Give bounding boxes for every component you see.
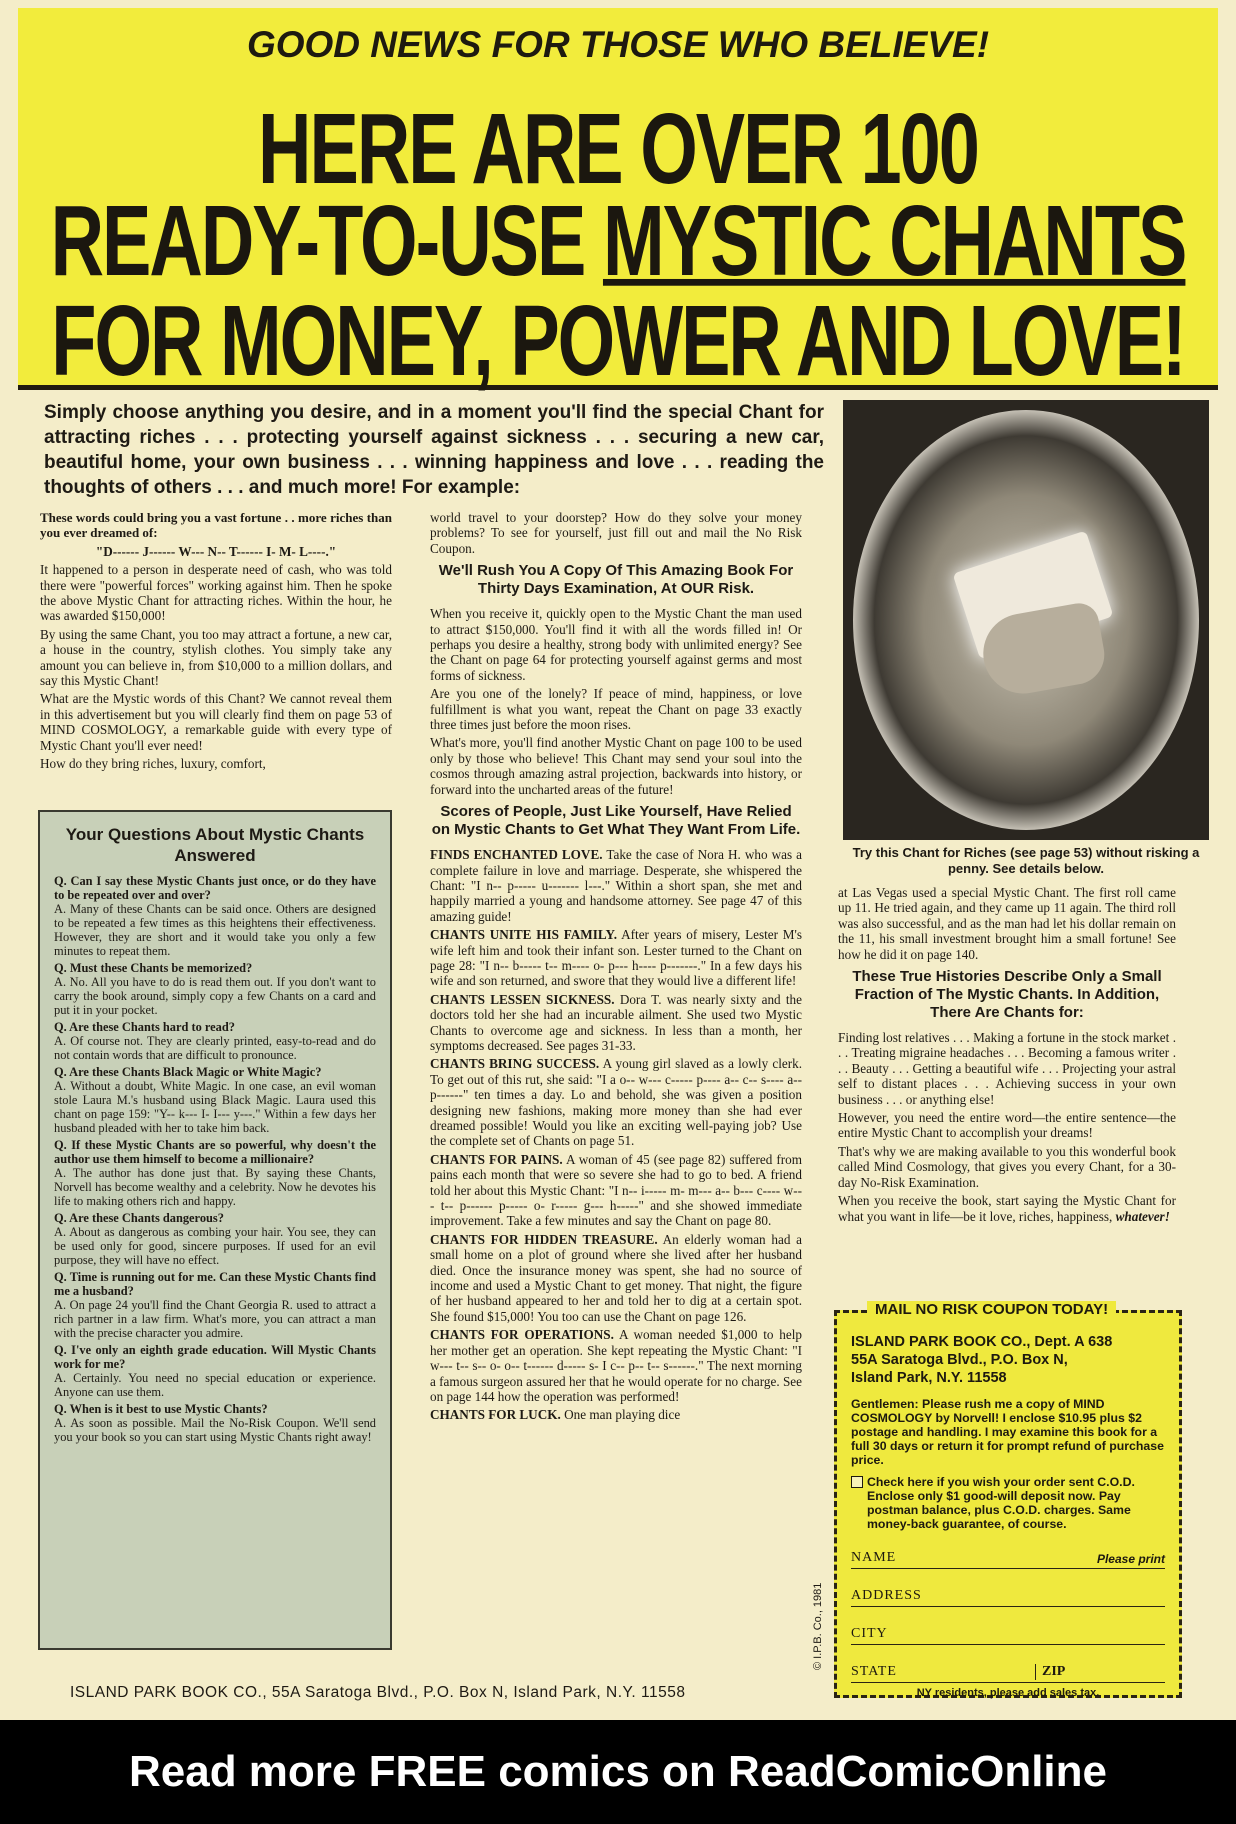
headline-line-2 bbox=[18, 183, 1218, 298]
column1-chant: "D------ J------ W--- N-- T------ I- M- L----." bbox=[95, 543, 337, 559]
column-2 bbox=[430, 510, 802, 1426]
qa-answer: A. No. All you have to do is read them out. If you don't want to carry the book around, simply copy a few Chants on a card and put it in your pocket. bbox=[54, 975, 376, 1017]
story-bring-success bbox=[430, 1056, 802, 1148]
headline-line-3: FOR MONEY, POWER AND LOVE! bbox=[51, 284, 1185, 397]
qa-answer: A. The author has done just that. By saying these Chants, Norvell has become wealthy and a celebrity. Now he devotes his life to making others rich and happy. bbox=[54, 1166, 376, 1208]
state-field[interactable]: STATE bbox=[851, 1664, 897, 1679]
headline-line-2b: MYSTIC CHANTS bbox=[602, 184, 1186, 297]
story-title: CHANTS FOR OPERATIONS. bbox=[430, 1327, 614, 1343]
story-lessen-sickness bbox=[430, 992, 802, 1054]
qa-question: Q. Are these Chants hard to read? bbox=[54, 1020, 235, 1034]
column3-p5a: When you receive the book, start saying the Mystic Chant for what you want in life—be it love, riches, happiness, bbox=[838, 1193, 1176, 1224]
copyright-text: © I.P.B. Co., 1981 bbox=[812, 1582, 824, 1670]
column3-p1: at Las Vegas used a special Mystic Chant. The first roll came up 11. He tried again, and they came up 11 again. The third roll was also successful, and as the man had let his dollar remain on the 11, his small investment brought him a small fortune! See how he did it on page 140. bbox=[838, 885, 1176, 962]
story-text: A woman of 45 (see page 82) suffered from pains each month that were so severe she had to go to bed. A friend told her about this Mystic Chant: "I n-- i----- m- m--- a-- b--- c---- w--- t-- p------ p----- o- r----- g--- h-----" and she showed immediate improvement. Take a few minutes and say the Chant on page 80. bbox=[430, 1151, 802, 1229]
coupon-body: Gentlemen: Please rush me a copy of MIND COSMOLOGY by Norvell! I enclose $10.95 plus $2 postage and handling. I may examine this book for a full 30 days or return it for prompt refund of purchase price. bbox=[851, 1397, 1164, 1467]
column3-p5b: whatever! bbox=[1115, 1208, 1170, 1224]
qa-question: Q. Are these Chants Black Magic or White Magic? bbox=[54, 1065, 322, 1079]
column2-subhead-2: Scores of People, Just Like Yourself, Have Relied on Mystic Chants to Get What They Want From Life. bbox=[431, 803, 801, 839]
cod-checkbox[interactable] bbox=[851, 1476, 863, 1488]
qa-answer: A. Without a doubt, White Magic. In one case, an evil woman stole Laura M.'s husband using Black Magic. Laura used this chant on page 159: "Y-- k--- I- I--- y---." Within a few days her husband pleaded with her to take him back. bbox=[54, 1079, 376, 1135]
column3-p4: That's why we are making available to you this wonderful book called Mind Cosmology, that gives you every Chant, for a 30-day No-Risk Examination. bbox=[838, 1143, 1176, 1190]
column-1 bbox=[40, 510, 392, 775]
story-text: Dora T. was nearly sixty and the doctors told her she had an incurable ailment. She used two Mystic Chants to overcome age and sickness. In less than a month, her symptoms decreased. See pages 31-33. bbox=[430, 991, 803, 1053]
story-title: FINDS ENCHANTED LOVE. bbox=[430, 847, 603, 863]
story-title: CHANTS FOR LUCK. bbox=[430, 1407, 561, 1423]
story-title: CHANTS UNITE HIS FAMILY. bbox=[430, 927, 618, 943]
column2-p3: What's more, you'll find another Mystic Chant on page 100 to be used only by those who believe! This Chant may send your soul into the cosmos through amazing astral projection, backwards into history, or forward into the uncharted areas of the future! bbox=[430, 735, 802, 797]
crystal-ball-photo bbox=[843, 400, 1209, 840]
qa-question: Q. I've only an eighth grade education. Will Mystic Chants work for me? bbox=[54, 1343, 376, 1371]
column-3 bbox=[838, 885, 1176, 1227]
qa-box bbox=[38, 810, 392, 1650]
story-operations bbox=[430, 1327, 802, 1404]
photo-caption: Try this Chant for Riches (see page 53) without risking a penny. See details below. bbox=[852, 845, 1200, 876]
qa-question: Q. Must these Chants be memorized? bbox=[54, 961, 253, 975]
coupon-address bbox=[851, 1333, 1165, 1387]
promo-banner[interactable]: Read more FREE comics on ReadComicOnline bbox=[0, 1720, 1236, 1824]
qa-answer: A. Many of these Chants can be said once. Others are designed to be repeated a few times as this heightens their effectiveness. However, they are short and it would take you only a few minutes to repeat them. bbox=[54, 902, 376, 958]
column1-p2: By using the same Chant, you too may attract a fortune, a new car, a house in the country, stylish clothes. You simply take any amount you can believe in, from $10,000 to a million dollars, and say this Mystic Chant! bbox=[40, 626, 392, 689]
column3-p2: Finding lost relatives . . . Making a fortune in the stock market . . . Treating migraine headaches . . . Becoming a famous writer . . . Beauty . . . Getting a beautiful wife . . . Projecting your astral self to distant places . . . Achieving success in your own business . . . or anything else! bbox=[838, 1030, 1176, 1107]
story-text: A young girl slaved as a lowly clerk. To get out of this rut, she said: "I a o-- w--- c----- p---- a-- c-- s---- a-- p------" ten times a day. Lo and behold, she was given a position designing new fashions, making more money than she had ever dreamed possible! Would you like an exciting well-paying job? Use the complete set of Chants on page 51. bbox=[430, 1056, 802, 1149]
headline-panel bbox=[18, 8, 1218, 397]
city-label: CITY bbox=[851, 1626, 888, 1641]
column1-p1: It happened to a person in desperate need of cash, who was told there were "powerful forces" working against him. Then he spoke the above Mystic Chant for attracting riches. Within the hour, he was awarded $150,000! bbox=[40, 562, 392, 624]
address-label: ADDRESS bbox=[851, 1588, 922, 1603]
story-title: CHANTS BRING SUCCESS. bbox=[430, 1056, 600, 1072]
coupon-title: MAIL NO RISK COUPON TODAY! bbox=[867, 1301, 1116, 1318]
column2-p1: When you receive it, quickly open to the Mystic Chant the man used to attract $150,000. You'll find it with all the words filled in! Or perhaps you desire a healthy, strong body with unlimited energy? See the Chant on page 64 for protecting yourself against germs and most forms of sickness. bbox=[430, 606, 802, 683]
sales-tax-note: NY residents, please add sales tax. bbox=[916, 1687, 1100, 1699]
story-text: A woman needed $1,000 to help her mother get an operation. She kept repeating the Mystic Chant: "I w--- t-- s-- o- o-- t------ d----- s- I c-- p-- t-- s------." The next morning a famous surgeon assured her that he would operate for no charge. See on page 144 how the operation was performed! bbox=[430, 1327, 803, 1404]
story-pains bbox=[430, 1152, 802, 1229]
headline-line-2a: READY-TO-USE bbox=[50, 184, 603, 297]
column3-p3: However, you need the entire word—the entire sentence—the entire Mystic Chant to accomplish your dreams! bbox=[838, 1110, 1176, 1141]
qa-question: Q. Time is running out for me. Can these Mystic Chants find me a husband? bbox=[54, 1270, 376, 1298]
qa-answer: A. Certainly. You need no special education or experience. Anyone can use them. bbox=[54, 1371, 376, 1399]
story-title: CHANTS LESSEN SICKNESS. bbox=[430, 991, 615, 1007]
coupon-address-line: 55A Saratoga Blvd., P.O. Box N, bbox=[851, 1352, 1068, 1368]
qa-question: Q. Are these Chants dangerous? bbox=[54, 1211, 224, 1225]
column2-p2: Are you one of the lonely? If peace of mind, happiness, or love fulfillment is what you want, repeat the Chant on page 33 exactly three times just before the moon rises. bbox=[430, 686, 802, 733]
cod-option bbox=[851, 1475, 1165, 1531]
column3-p5 bbox=[838, 1193, 1176, 1224]
qa-answer: A. About as dangerous as combing your hair. You see, they can be used only for good, sincere purposes. If used for an evil purpose, they will have no effect. bbox=[54, 1225, 376, 1267]
column1-p3: What are the Mystic words of this Chant? We cannot reveal them in this advertisement but you will clearly find them on page 53 of MIND COSMOLOGY, a remarkable guide with every type of Mystic Chant you'll ever need! bbox=[40, 691, 392, 753]
story-title: CHANTS FOR PAINS. bbox=[430, 1151, 563, 1167]
qa-title: Your Questions About Mystic Chants Answered bbox=[65, 825, 365, 865]
order-coupon bbox=[834, 1301, 1182, 1699]
story-title: CHANTS FOR HIDDEN TREASURE. bbox=[430, 1231, 658, 1247]
story-unite-family bbox=[430, 927, 802, 989]
story-hidden-treasure bbox=[430, 1232, 802, 1324]
story-text: An elderly woman had a small home on a plot of ground where she lived after her husband died. Once the insurance money was spent, she had no source of income and used a Mystic Chant to get money. That night, the figure of her husband appeared to her and told her to dig at a certain spot. She found $15,000! You too can use the Chant on page 126. bbox=[430, 1231, 803, 1324]
story-text: One man playing dice bbox=[564, 1407, 681, 1423]
address-field[interactable] bbox=[851, 1575, 1165, 1607]
headline-line-1: HERE ARE OVER 100 bbox=[258, 92, 978, 205]
qa-question: Q. Can I say these Mystic Chants just once, or do they have to be repeated over and over? bbox=[54, 874, 376, 902]
intro-paragraph: Simply choose anything you desire, and in a moment you'll find the special Chant for attracting riches . . . protecting yourself against sickness . . . securing a new car, beautiful home, your own business . . . winning happiness and love . . . reading the thoughts of others . . . and much more! For example: bbox=[44, 402, 824, 498]
please-print-note: Please print bbox=[1096, 1552, 1165, 1566]
column1-p4: How do they bring riches, luxury, comfort, bbox=[40, 756, 266, 772]
zip-field[interactable]: ZIP bbox=[1035, 1664, 1165, 1680]
qa-answer: A. On page 24 you'll find the Chant Georgia R. used to attract a rich partner in a law firm. What's more, you can attract a man with the precise character you admire. bbox=[54, 1298, 376, 1340]
coupon-address-line: Island Park, N.Y. 11558 bbox=[851, 1370, 1007, 1386]
story-text: After years of misery, Lester M's wife left him and took their infant son. Lester turned to the Chant on page 28: "I n-- b----- t-- m---- o- p--- h---- p-------." In a few days his wife and son returned, and swore that they would live a different life! bbox=[430, 927, 802, 989]
column2-subhead-1: We'll Rush You A Copy Of This Amazing Book For Thirty Days Examination, At OUR Risk. bbox=[438, 562, 794, 598]
name-field[interactable] bbox=[851, 1537, 1165, 1569]
cod-text: Check here if you wish your order sent C.O.D. Enclose only $1 good-will deposit now. Pay postman balance, plus C.O.D. charges. Same money-back guarantee, of course. bbox=[867, 1475, 1135, 1531]
story-finds-love bbox=[430, 847, 802, 924]
coupon-address-line: ISLAND PARK BOOK CO., Dept. A 638 bbox=[851, 1334, 1113, 1350]
qa-question: Q. When is it best to use Mystic Chants? bbox=[54, 1402, 268, 1416]
state-zip-row bbox=[851, 1651, 1165, 1683]
name-label: NAME bbox=[851, 1550, 897, 1565]
qa-question: Q. If these Mystic Chants are so powerful, why doesn't the author use them himself to become a millionaire? bbox=[54, 1138, 376, 1166]
footer-address: ISLAND PARK BOOK CO., 55A Saratoga Blvd., P.O. Box N, Island Park, N.Y. 11558 bbox=[70, 1684, 686, 1701]
column3-subhead: These True Histories Describe Only a Small Fraction of The Mystic Chants. In Addition, There Are Chants for: bbox=[852, 968, 1162, 1022]
qa-answer: A. As soon as possible. Mail the No-Risk Coupon. We'll send you your book so you can start using Mystic Chants right away! bbox=[54, 1416, 376, 1444]
qa-answer: A. Of course not. They are clearly printed, easy-to-read and do not contain words that are difficult to pronounce. bbox=[54, 1034, 376, 1062]
column1-lead: These words could bring you a vast fortune . . more riches than you ever dreamed of: bbox=[40, 510, 392, 541]
city-field[interactable] bbox=[851, 1613, 1165, 1645]
kicker-text: GOOD NEWS FOR THOSE WHO BELIEVE! bbox=[246, 24, 990, 65]
column2-p0: world travel to your doorstep? How do they solve your money problems? To see for yourself, just fill out and mail the No Risk Coupon. bbox=[430, 510, 802, 556]
story-luck bbox=[430, 1407, 802, 1422]
story-text: Take the case of Nora H. who was a complete failure in love and marriage. Desperate, she whispered the Chant: "I n-- p----- u------- l---." Within a short span, she met and happily married a young and handsome attorney. See page 47 of this amazing guide! bbox=[430, 847, 802, 924]
